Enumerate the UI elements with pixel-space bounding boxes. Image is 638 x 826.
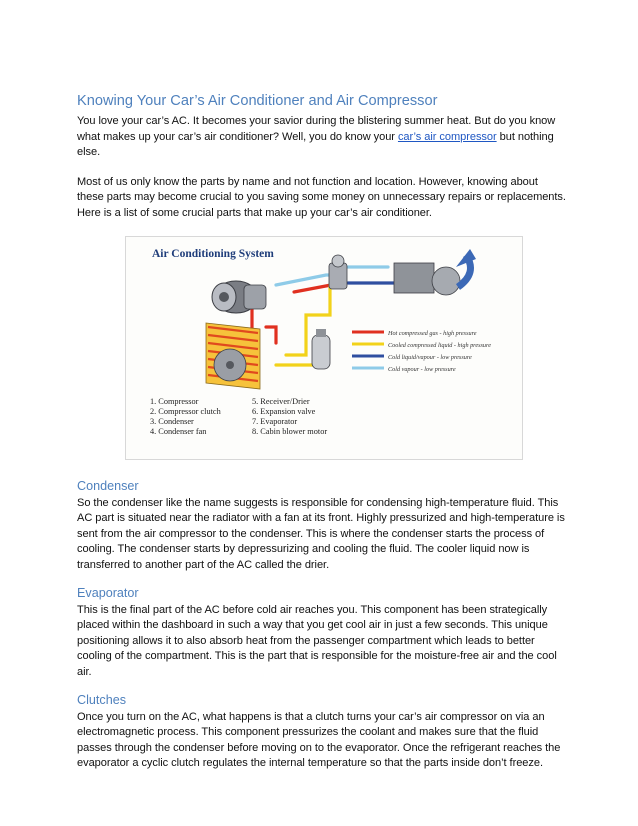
intro-text-start: You love your car’s AC. It becomes your savior during the blistering summer heat. But do you know what makes up your car’s air conditioner? Well, you do know your: [77, 115, 556, 143]
intro-paragraph: [77, 114, 567, 161]
legend-cooled-liquid: Cooled compressed liquid - high pressure: [388, 341, 491, 349]
part-compressor: 1. Compressor: [150, 396, 199, 406]
intro-text-end: but nothing else.: [77, 130, 554, 159]
section-heading-evaporator: Evaporator: [77, 585, 139, 600]
receiver-drier-illustration: [312, 329, 330, 369]
expansion-valve-illustration: [329, 255, 347, 289]
section-body-evaporator: This is the final part of the AC before cold air reaches you. This component has been strategically placed within the dashboard in such a way that you get cool air in just a few seconds. This unique positioning allows it to also absorb heat from the passenger compartment which leads to better cooling of the compartment. This is the part that is responsible for the moisture-free air and the cool air.: [77, 603, 557, 678]
section-evaporator: [77, 585, 567, 681]
parts-paragraph: Most of us only know the parts by name and not function and location. However, knowing about these parts may become crucial to you saving some money on unnecessary repairs or replacements. Here is a list of some crucial parts that make up your car’s air conditioner.: [77, 175, 566, 219]
legend-hot-gas: Hot compressed gas - high pressure: [388, 329, 477, 337]
section-condenser: [77, 478, 567, 574]
diagram-title: Air Conditioning System: [152, 247, 274, 260]
legend-cold-vapour: Cold vapour - low pressure: [388, 365, 456, 373]
parts-list-left: [150, 397, 221, 437]
part-cabin-blower-motor: 8. Cabin blower motor: [252, 426, 328, 436]
section-heading-clutches: Clutches: [77, 692, 126, 707]
part-expansion-valve: 6. Expansion valve: [252, 406, 316, 416]
section-clutches: [77, 692, 567, 772]
part-compressor-clutch: 2. Compressor clutch: [150, 406, 221, 416]
section-heading-condenser: Condenser: [77, 478, 139, 493]
condenser-illustration: [206, 323, 260, 389]
part-condenser-fan: 4. Condenser fan: [150, 426, 207, 436]
evaporator-illustration: [394, 249, 476, 295]
parts-list-right: [252, 397, 327, 437]
section-body-clutches: Once you turn on the AC, what happens is that a clutch turns your car’s air compressor on via an electromagnetic process. This component pressurizes the coolant and makes sure that the fluid passes through the condenser before moving on to the evaporator. Once the refrigerant reaches the evaporator a cyclic clutch regulates the internal temperature so that the parts inside don’t freeze.: [77, 710, 561, 770]
ac-system-diagram: [125, 236, 523, 460]
article-title: Knowing Your Car’s Air Conditioner and Air Compressor: [77, 93, 438, 109]
part-condenser: 3. Condenser: [150, 416, 194, 426]
compressor-illustration: [212, 281, 266, 313]
legend-cold-liquid-vapour: Cold liquid/vapour - low pressure: [388, 353, 472, 361]
part-receiver-drier: 5. Receiver/Drier: [252, 396, 310, 406]
part-evaporator: 7. Evaporator: [252, 416, 298, 426]
flow-legend: [352, 330, 491, 373]
document-page: [77, 92, 567, 772]
pipe-hot-gas-to-condenser: [266, 327, 276, 343]
car-air-compressor-link[interactable]: car’s air compressor: [397, 130, 497, 143]
section-body-condenser: So the condenser like the name suggests is responsible for condensing high-temperature fluid. This AC part is situated near the radiator with a fan at its front. Highly pressurized and high-temperature is sent from the air compressor to the condenser. This is where the condenser starts the process of cooling. The condenser starts by depressurizing and cooling the fluid. The cooler liquid now is transferred to another part of the AC called the drier.: [77, 496, 565, 571]
